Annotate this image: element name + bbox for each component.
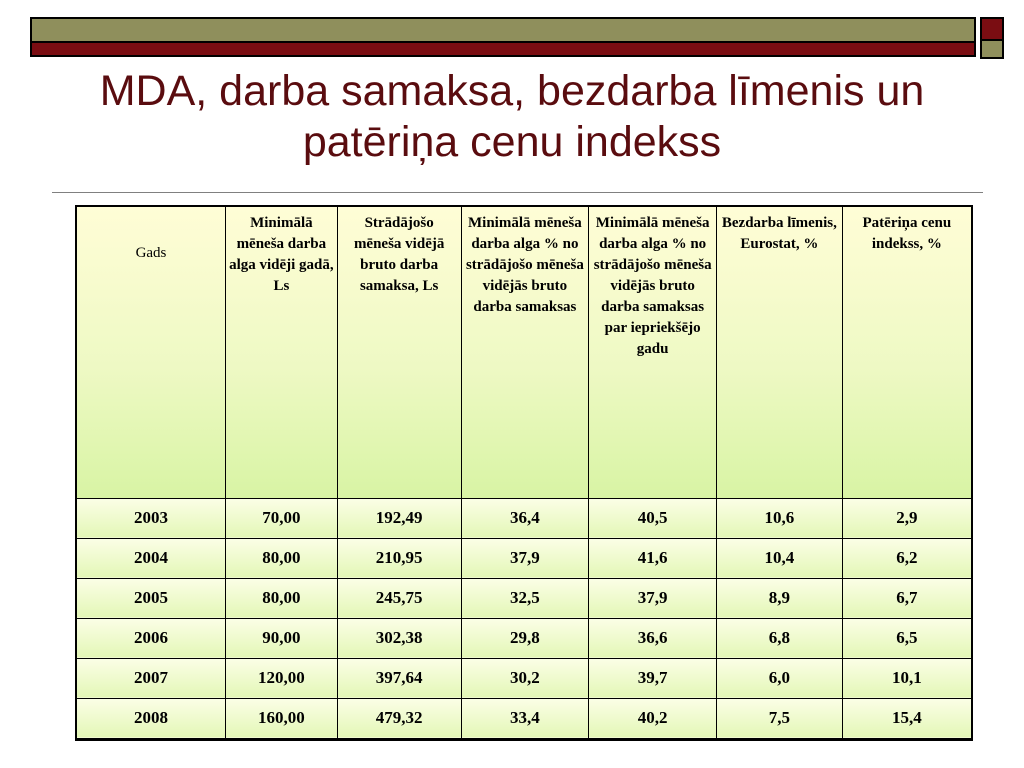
table-row: [76, 538, 972, 578]
cell-min-wage-pct: 29,8: [461, 618, 589, 658]
header-avg-gross-wage: Strādājošo mēneša vidējā bruto darba samaksa, Ls: [337, 206, 461, 498]
maroon-stripe: [30, 43, 976, 57]
cell-year: 2008: [76, 698, 225, 739]
table-row: [76, 498, 972, 538]
cell-year: 2004: [76, 538, 225, 578]
cell-min-wage-pct-prev-year: 39,7: [589, 658, 717, 698]
cell-min-wage-pct-prev-year: 41,6: [589, 538, 717, 578]
cell-min-wage-pct: 30,2: [461, 658, 589, 698]
cell-cpi: 15,4: [842, 698, 972, 739]
corner-square-olive: [980, 41, 1004, 59]
table-row: [76, 618, 972, 658]
header-year: Gads: [76, 206, 225, 498]
header-min-wage: Minimālā mēneša darba alga vidēji gadā, Ls: [225, 206, 337, 498]
cell-min-wage: 120,00: [225, 658, 337, 698]
cell-cpi: 6,2: [842, 538, 972, 578]
cell-min-wage: 160,00: [225, 698, 337, 739]
cell-cpi: 2,9: [842, 498, 972, 538]
cell-unemployment: 7,5: [717, 698, 843, 739]
table-header-row: [76, 206, 972, 498]
cell-min-wage: 80,00: [225, 578, 337, 618]
olive-stripe: [30, 17, 976, 43]
cell-avg-gross-wage: 245,75: [337, 578, 461, 618]
top-decorative-bar: [30, 17, 976, 57]
cell-year: 2003: [76, 498, 225, 538]
cell-min-wage-pct-prev-year: 40,5: [589, 498, 717, 538]
corner-square-maroon: [980, 17, 1004, 41]
cell-min-wage-pct-prev-year: 36,6: [589, 618, 717, 658]
table-row: [76, 658, 972, 698]
cell-min-wage-pct: 33,4: [461, 698, 589, 739]
slide-title: MDA, darba samaksa, bezdarba līmenis un patēriņa cenu indekss: [99, 67, 925, 166]
cell-min-wage-pct: 36,4: [461, 498, 589, 538]
cell-unemployment: 10,4: [717, 538, 843, 578]
cell-cpi: 6,5: [842, 618, 972, 658]
cell-unemployment: 6,0: [717, 658, 843, 698]
header-min-wage-pct-prev-year: Minimālā mēneša darba alga % no strādājošo mēneša vidējās bruto darba samaksas par iepriekšējo gadu: [589, 206, 717, 498]
cell-unemployment: 6,8: [717, 618, 843, 658]
cell-year: 2006: [76, 618, 225, 658]
cell-year: 2005: [76, 578, 225, 618]
table-row: [76, 578, 972, 618]
cell-min-wage-pct-prev-year: 37,9: [589, 578, 717, 618]
cell-cpi: 6,7: [842, 578, 972, 618]
cell-avg-gross-wage: 192,49: [337, 498, 461, 538]
cell-min-wage: 70,00: [225, 498, 337, 538]
header-min-wage-pct: Minimālā mēneša darba alga % no strādājošo mēneša vidējās bruto darba samaksas: [461, 206, 589, 498]
cell-avg-gross-wage: 302,38: [337, 618, 461, 658]
cell-cpi: 10,1: [842, 658, 972, 698]
cell-min-wage: 90,00: [225, 618, 337, 658]
cell-min-wage-pct: 37,9: [461, 538, 589, 578]
cell-avg-gross-wage: 397,64: [337, 658, 461, 698]
data-table: [75, 205, 973, 741]
cell-year: 2007: [76, 658, 225, 698]
cell-min-wage-pct-prev-year: 40,2: [589, 698, 717, 739]
table-row: [76, 698, 972, 739]
header-unemployment: Bezdarba līmenis, Eurostat, %: [717, 206, 843, 498]
cell-avg-gross-wage: 210,95: [337, 538, 461, 578]
title-divider: [52, 192, 983, 193]
cell-avg-gross-wage: 479,32: [337, 698, 461, 739]
cell-min-wage: 80,00: [225, 538, 337, 578]
cell-unemployment: 8,9: [717, 578, 843, 618]
cell-unemployment: 10,6: [717, 498, 843, 538]
cell-min-wage-pct: 32,5: [461, 578, 589, 618]
header-cpi: Patēriņa cenu indekss, %: [842, 206, 972, 498]
